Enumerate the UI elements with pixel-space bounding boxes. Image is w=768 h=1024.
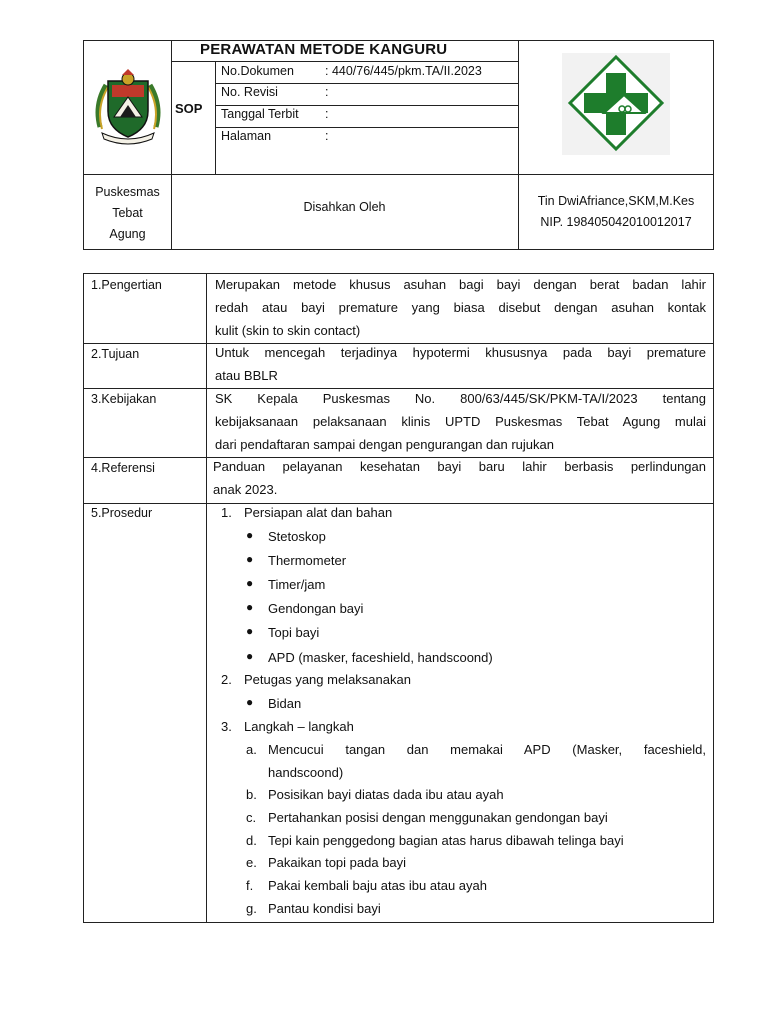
approval-label: Disahkan Oleh bbox=[303, 200, 386, 214]
bullet-icon: ● bbox=[246, 624, 254, 638]
section-text-referensi: Panduan pelayanan kesehatan bayi baru lahir berbasis perlindungan anak 2023. bbox=[213, 459, 706, 497]
substep-text: Pakaikan topi pada bayi bbox=[268, 855, 407, 870]
divider bbox=[84, 503, 714, 504]
divider bbox=[215, 61, 216, 174]
step-number: 3. bbox=[221, 719, 232, 734]
field-value-tanggal-terbit: : bbox=[325, 107, 329, 121]
signer-nip: NIP. 198405042010012017 bbox=[540, 215, 692, 229]
field-label-no-dokumen: No.Dokumen bbox=[221, 64, 294, 78]
step-number: 2. bbox=[221, 672, 232, 687]
section-label-kebijakan: 3.Kebijakan bbox=[91, 392, 157, 406]
divider bbox=[171, 41, 172, 250]
field-label-tanggal-terbit: Tanggal Terbit bbox=[221, 107, 299, 121]
puskesmas-cross-icon bbox=[562, 53, 670, 155]
field-label-halaman: Halaman bbox=[221, 129, 272, 143]
substep-letter: d. bbox=[246, 833, 257, 848]
divider bbox=[171, 61, 518, 62]
substep-text: Tepi kain penggedong bagian atas harus dibawah telinga bayi bbox=[268, 833, 624, 848]
list-item: Topi bayi bbox=[268, 625, 320, 640]
sop-label: SOP bbox=[175, 101, 203, 116]
org-name-line-1: Puskesmas bbox=[95, 185, 160, 199]
substep-letter: e. bbox=[246, 855, 257, 870]
list-item: Bidan bbox=[268, 696, 302, 711]
list-item: Thermometer bbox=[268, 553, 347, 568]
list-item: Stetoskop bbox=[268, 529, 326, 544]
field-label-no-revisi: No. Revisi bbox=[221, 85, 278, 99]
substep-text: Mencucui tangan dan memakai APD (Masker, faceshield, handscoond) bbox=[268, 742, 706, 780]
bullet-icon: ● bbox=[246, 695, 254, 709]
substep-text: Pakai kembali baju atas ibu atau ayah bbox=[268, 878, 487, 893]
step-title: Langkah – langkah bbox=[244, 719, 354, 734]
bullet-icon: ● bbox=[246, 649, 254, 663]
field-value-halaman: : bbox=[325, 129, 329, 143]
bullet-icon: ● bbox=[246, 552, 254, 566]
signer-name: Tin DwiAfriance,SKM,M.Kes bbox=[537, 194, 695, 208]
field-value-no-dokumen: : 440/76/445/pkm.TA/II.2023 bbox=[325, 64, 482, 78]
step-number: 1. bbox=[221, 505, 232, 520]
regional-emblem-icon bbox=[92, 67, 164, 147]
step-title: Petugas yang melaksanakan bbox=[244, 672, 411, 687]
section-label-referensi: 4.Referensi bbox=[91, 461, 155, 475]
divider bbox=[206, 274, 207, 923]
section-text-tujuan: Untuk mencegah terjadinya hypotermi khususnya pada bayi premature atau BBLR bbox=[215, 345, 706, 383]
list-item: Timer/jam bbox=[268, 577, 326, 592]
divider bbox=[84, 174, 714, 175]
bullet-icon: ● bbox=[246, 576, 254, 590]
step-title: Persiapan alat dan bahan bbox=[244, 505, 393, 520]
substep-text: Pantau kondisi bayi bbox=[268, 901, 381, 916]
field-value-no-revisi: : bbox=[325, 85, 329, 99]
substep-letter: c. bbox=[246, 810, 257, 825]
section-text-pengertian: Merupakan metode khusus asuhan bagi bayi dengan berat badan lahir redah atau bayi premature yang biasa disebut dengan asuhan kontak kulit (skin to skin contact) bbox=[215, 277, 706, 338]
section-label-prosedur: 5.Prosedur bbox=[91, 506, 153, 520]
sop-header-table bbox=[83, 40, 714, 250]
substep-letter: b. bbox=[246, 787, 257, 802]
substep-letter: g. bbox=[246, 901, 257, 916]
list-item: APD (masker, faceshield, handscoond) bbox=[268, 650, 493, 665]
substep-letter: f. bbox=[246, 878, 254, 893]
org-name-line-3: Agung bbox=[109, 227, 146, 241]
bullet-icon: ● bbox=[246, 600, 254, 614]
document-title: PERAWATAN METODE KANGURU bbox=[200, 41, 448, 58]
org-name-line-2: Tebat bbox=[112, 206, 143, 220]
substep-text: Posisikan bayi diatas dada ibu atau ayah bbox=[268, 787, 504, 802]
sop-content-table bbox=[83, 273, 714, 923]
section-label-tujuan: 2.Tujuan bbox=[91, 347, 140, 361]
list-item: Gendongan bayi bbox=[268, 601, 364, 616]
section-label-pengertian: 1.Pengertian bbox=[91, 278, 162, 292]
bullet-icon: ● bbox=[246, 528, 254, 542]
section-text-kebijakan: SK Kepala Puskesmas No. 800/63/445/SK/PKM-TA/I/2023 tentang kebijaksanaan pelaksanaan klinis UPTD Puskesmas Tebat Agung mulai dari pendaftaran sampai dengan pengurangan dan rujukan bbox=[215, 391, 706, 452]
substep-letter: a. bbox=[246, 742, 257, 757]
substep-text: Pertahankan posisi dengan menggunakan gendongan bayi bbox=[268, 810, 608, 825]
